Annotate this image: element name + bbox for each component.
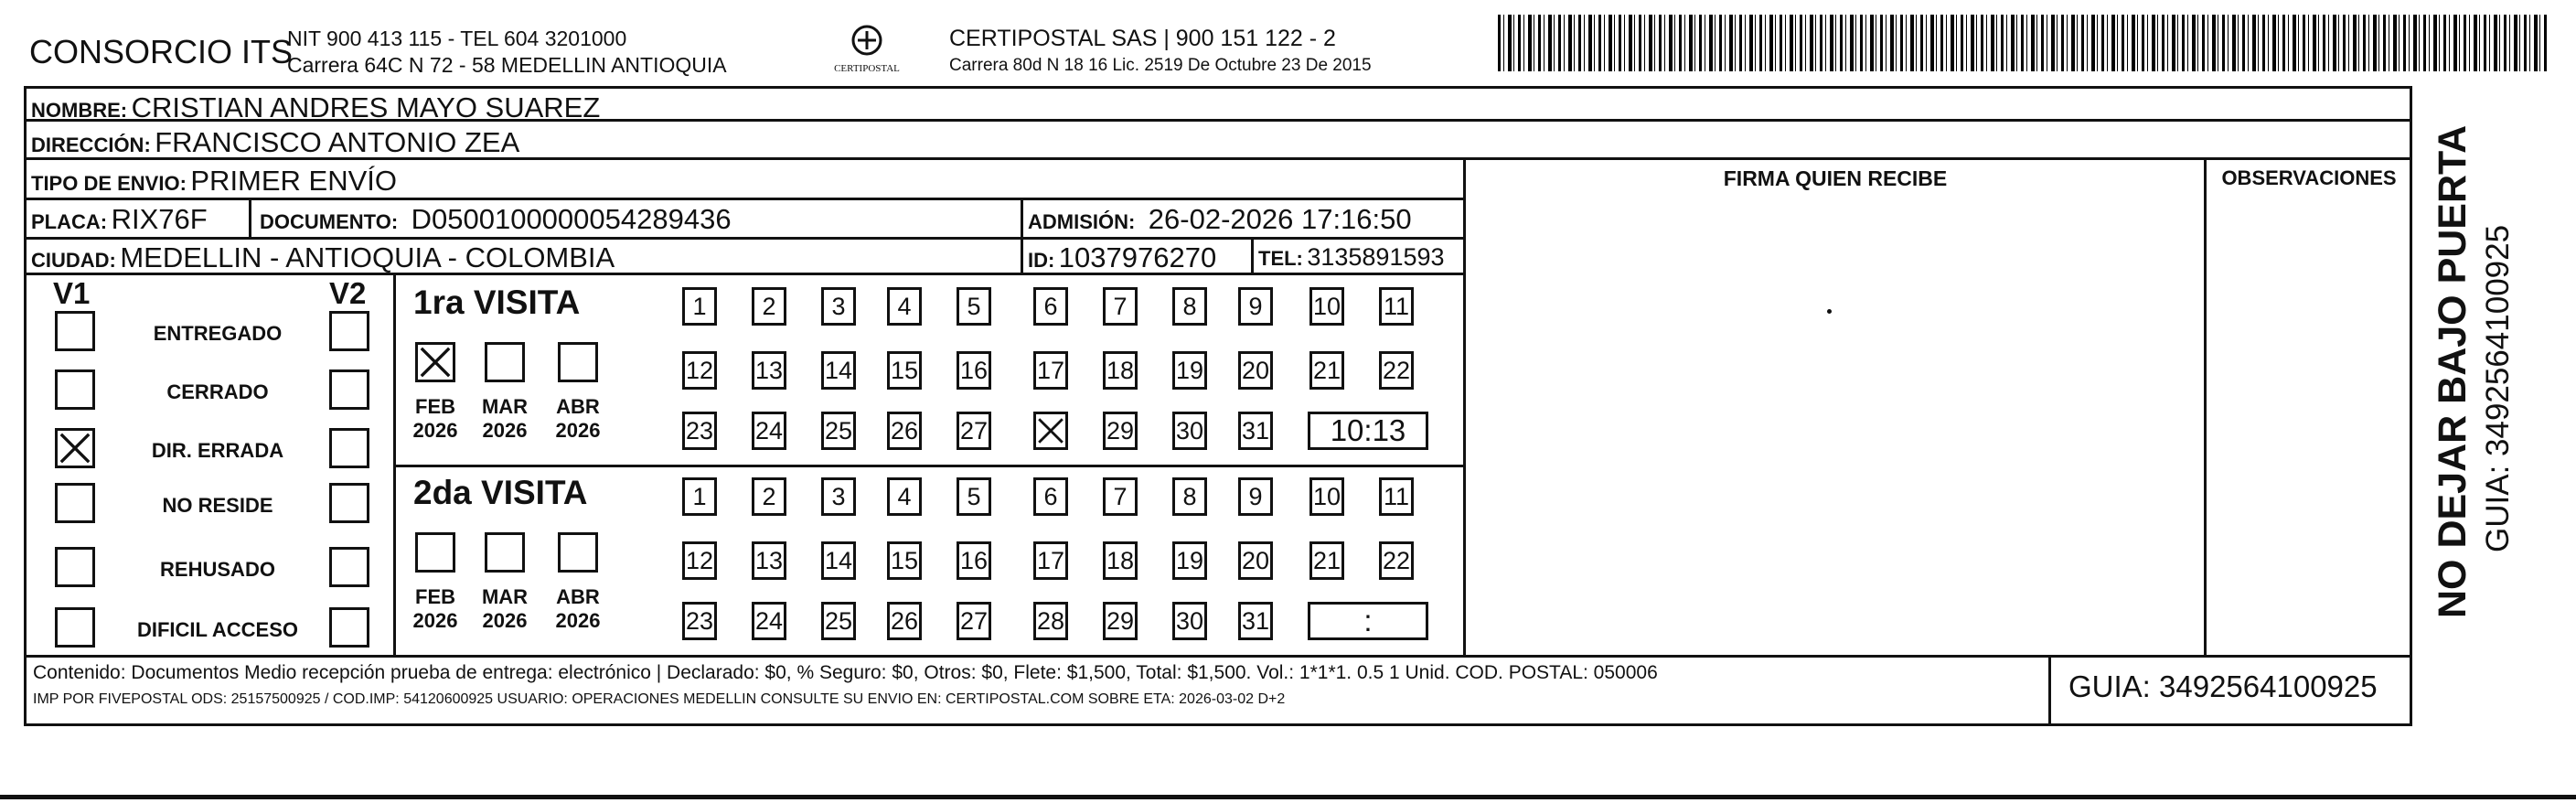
placa-value: RIX76F [111, 203, 208, 235]
visit-day-box[interactable]: 20 [1238, 541, 1273, 580]
visit-day-box[interactable]: 1 [682, 287, 717, 326]
visit-month-label: MAR 2026 [481, 585, 529, 632]
ciudad-value: MEDELLIN - ANTIOQUIA - COLOMBIA [120, 241, 615, 273]
visit-day-box[interactable]: 26 [887, 602, 922, 640]
visit-day-box[interactable]: 25 [821, 602, 856, 640]
status-label: NO RESIDE [162, 494, 273, 517]
company-info [287, 26, 727, 79]
visit-day-box[interactable]: 18 [1103, 541, 1138, 580]
visit-day-box[interactable]: 13 [752, 541, 786, 580]
documento-label: DOCUMENTO: [260, 210, 399, 233]
visit-day-box[interactable]: 9 [1238, 477, 1273, 516]
status-label: ENTREGADO [153, 322, 283, 345]
visit-day-box[interactable]: 17 [1033, 351, 1068, 390]
visit-day-box[interactable]: 6 [1033, 287, 1068, 326]
visit-day-box[interactable]: 14 [821, 351, 856, 390]
signature-mark [1827, 309, 1832, 314]
status-label: CERRADO [166, 380, 269, 403]
visit-month-checkbox[interactable] [558, 532, 598, 573]
visit-day-box[interactable]: 5 [957, 477, 991, 516]
visit-day-box[interactable]: 9 [1238, 287, 1273, 326]
vrule-status [393, 273, 396, 657]
visit-day-box[interactable]: 8 [1172, 477, 1207, 516]
vrule-guia [2048, 655, 2051, 726]
status-v2-checkbox[interactable] [329, 483, 369, 523]
visit-day-box[interactable]: 19 [1172, 541, 1207, 580]
tel-row [1258, 243, 1445, 272]
visit-day-box[interactable]: 29 [1103, 602, 1138, 640]
visit-day-box[interactable]: 7 [1103, 477, 1138, 516]
admision-label: ADMISIÓN: [1028, 210, 1136, 233]
footer-guia: GUIA: 3492564100925 [2068, 669, 2378, 703]
status-v2-checkbox[interactable] [329, 547, 369, 587]
visit-day-box[interactable]: 2 [752, 477, 786, 516]
documento-row [260, 203, 732, 236]
visit-day-box[interactable]: 24 [752, 412, 786, 450]
visit-day-box[interactable]: 1 [682, 477, 717, 516]
vrule-sign [1463, 157, 1466, 657]
visit-day-box[interactable]: 25 [821, 412, 856, 450]
direccion-row [31, 126, 519, 159]
company-name: CONSORCIO ITS [29, 33, 294, 70]
visit-day-box[interactable]: 31 [1238, 412, 1273, 450]
direccion-label: DIRECCIÓN: [31, 134, 151, 156]
status-v1-checkbox[interactable] [55, 428, 95, 468]
visit-day-box[interactable]: 3 [821, 477, 856, 516]
documento-value: D0500100000054289436 [411, 203, 732, 235]
visit-month-checkbox[interactable] [415, 342, 455, 382]
visit-day-box[interactable]: 29 [1103, 412, 1138, 450]
visit-day-box[interactable]: 10 [1309, 477, 1344, 516]
visit-title: 1ra VISITA [413, 284, 581, 321]
visit-day-box[interactable]: 7 [1103, 287, 1138, 326]
visit-time-box[interactable]: 10:13 [1308, 412, 1428, 450]
visit-month-checkbox[interactable] [558, 342, 598, 382]
visit-day-box[interactable]: 26 [887, 412, 922, 450]
status-v2-checkbox[interactable] [329, 607, 369, 648]
visit-month-label: MAR 2026 [481, 395, 529, 442]
company-nit: NIT 900 413 115 - TEL 604 3201000 [287, 27, 627, 50]
direccion-value: FRANCISCO ANTONIO ZEA [155, 126, 520, 158]
visit-month-checkbox[interactable] [415, 532, 455, 573]
tel-label: TEL: [1258, 247, 1303, 270]
id-row [1028, 241, 1216, 274]
ciudad-row [31, 241, 615, 274]
footer-print-info: IMP POR FIVEPOSTAL ODS: 25157500925 / COD.IMP: 54120600925 USUARIO: OPERACIONES MEDELLIN CONSULTE SU ENVIO EN: CERTIPOSTAL.COM SOBRE ETA: 2026-03-02 D+2 [33, 691, 1286, 707]
tel-value: 3135891593 [1307, 243, 1445, 271]
id-value: 1037976270 [1058, 241, 1217, 273]
visit-day-box[interactable]: 21 [1309, 351, 1344, 390]
visit-day-box[interactable]: 27 [957, 602, 991, 640]
placa-label: PLACA: [31, 210, 108, 233]
visit-day-box[interactable]: 5 [957, 287, 991, 326]
visit-day-box[interactable]: 30 [1172, 602, 1207, 640]
rule-visits [393, 465, 1465, 467]
v1-label: V1 [53, 276, 91, 310]
visit-day-box[interactable]: 21 [1309, 541, 1344, 580]
visit-month-label: ABR 2026 [555, 395, 601, 442]
observaciones-label: OBSERVACIONES [2221, 166, 2397, 189]
check-x-icon [418, 345, 453, 380]
nombre-value: CRISTIAN ANDRES MAYO SUAREZ [131, 91, 601, 123]
visit-day-box[interactable]: 15 [887, 541, 922, 580]
visit-day-box[interactable]: 23 [682, 602, 717, 640]
status-v1-checkbox[interactable] [55, 311, 95, 351]
visit-day-box[interactable]: 4 [887, 477, 922, 516]
visit-day-box[interactable]: 3 [821, 287, 856, 326]
visit-month-checkbox[interactable] [485, 342, 525, 382]
visit-month-label: ABR 2026 [555, 585, 601, 632]
courier-logo [812, 22, 922, 74]
tipo-row [31, 165, 397, 198]
visit-day-box[interactable]: 22 [1379, 541, 1414, 580]
visit-day-box[interactable]: 11 [1379, 477, 1414, 516]
visit-day-box[interactable]: 14 [821, 541, 856, 580]
logo-text: CERTIPOSTAL [834, 63, 900, 74]
visit-day-box[interactable]: 12 [682, 541, 717, 580]
status-label: REHUSADO [160, 558, 275, 581]
visit-title: 2da VISITA [413, 474, 588, 511]
company-address: Carrera 64C N 72 - 58 MEDELLIN ANTIOQUIA [287, 53, 727, 77]
check-x-icon [58, 431, 92, 466]
visit-day-box[interactable]: 30 [1172, 412, 1207, 450]
visit-day-box[interactable]: 23 [682, 412, 717, 450]
visit-day-box[interactable] [1033, 412, 1068, 450]
vrule-tel [1251, 237, 1254, 273]
visit-day-box[interactable]: 12 [682, 351, 717, 390]
visit-day-box[interactable]: 2 [752, 287, 786, 326]
rule-4 [24, 237, 1465, 240]
id-label: ID: [1028, 249, 1055, 272]
visit-day-box[interactable]: 22 [1379, 351, 1414, 390]
visit-month-label: FEB 2026 [412, 395, 458, 442]
vrule-placa [249, 198, 251, 238]
nombre-label: NOMBRE: [31, 99, 128, 122]
rule-footer [24, 655, 2412, 658]
visit-month-checkbox[interactable] [485, 532, 525, 573]
tipo-label: TIPO DE ENVIO: [31, 172, 187, 195]
v2-label: V2 [329, 276, 367, 310]
visit-day-box[interactable]: 8 [1172, 287, 1207, 326]
firma-label: FIRMA QUIEN RECIBE [1723, 166, 1948, 190]
status-v1-checkbox[interactable] [55, 369, 95, 410]
admision-value: 26-02-2026 17:16:50 [1148, 203, 1412, 235]
nombre-row [31, 91, 600, 124]
visit-time-box[interactable]: : [1308, 602, 1428, 640]
visit-day-box[interactable]: 4 [887, 287, 922, 326]
visit-day-box[interactable]: 6 [1033, 477, 1068, 516]
visit-day-box[interactable]: 19 [1172, 351, 1207, 390]
side-warning: NO DEJAR BAJO PUERTA [2431, 124, 2474, 618]
admision-row [1028, 203, 1412, 236]
visit-day-box[interactable]: 27 [957, 412, 991, 450]
status-v2-checkbox[interactable] [329, 311, 369, 351]
placa-row [31, 203, 208, 236]
check-x-icon [1036, 414, 1065, 447]
vrule-obs [2204, 157, 2207, 657]
visit-day-box[interactable]: 31 [1238, 602, 1273, 640]
status-v1-checkbox[interactable] [55, 607, 95, 648]
visit-day-box[interactable]: 13 [752, 351, 786, 390]
courier-nit: CERTIPOSTAL SAS | 900 151 122 - 2 [949, 26, 1336, 51]
status-label: DIFICIL ACCESO [136, 618, 298, 641]
visit-day-box[interactable]: 24 [752, 602, 786, 640]
side-guia: GUIA: 3492564100925 [2480, 224, 2516, 552]
status-v2-checkbox[interactable] [329, 428, 369, 468]
vrule-admision [1021, 198, 1023, 273]
visit-day-box[interactable]: 17 [1033, 541, 1068, 580]
status-v2-checkbox[interactable] [329, 369, 369, 410]
barcode [1498, 15, 2549, 71]
certipostal-logo-icon [847, 22, 887, 59]
status-v1-checkbox[interactable] [55, 547, 95, 587]
courier-info [949, 26, 1372, 76]
status-v1-checkbox[interactable] [55, 483, 95, 523]
status-label: DIR. ERRADA [151, 439, 284, 462]
bottom-border [0, 795, 2576, 799]
visit-day-box[interactable]: 20 [1238, 351, 1273, 390]
footer-content: Contenido: Documentos Medio recepción prueba de entrega: electrónico | Declarado: $0, % Seguro: $0, Otros: $0, Flete: $1,500, Total: $1,500. Vol.: 1*1*1. 0.5 1 Unid. COD. POSTAL: 050006 [33, 662, 1658, 683]
visit-day-box[interactable]: 18 [1103, 351, 1138, 390]
rule-3 [24, 198, 1465, 200]
visit-day-box[interactable]: 11 [1379, 287, 1414, 326]
visit-day-box[interactable]: 16 [957, 541, 991, 580]
visit-month-label: FEB 2026 [412, 585, 458, 632]
courier-address: Carrera 80d N 18 16 Lic. 2519 De Octubre 23 De 2015 [949, 56, 1372, 75]
visit-day-box[interactable]: 15 [887, 351, 922, 390]
ciudad-label: CIUDAD: [31, 249, 116, 272]
visit-day-box[interactable]: 28 [1033, 602, 1068, 640]
visit-day-box[interactable]: 10 [1309, 287, 1344, 326]
tipo-value: PRIMER ENVÍO [190, 165, 398, 197]
visit-day-box[interactable]: 16 [957, 351, 991, 390]
